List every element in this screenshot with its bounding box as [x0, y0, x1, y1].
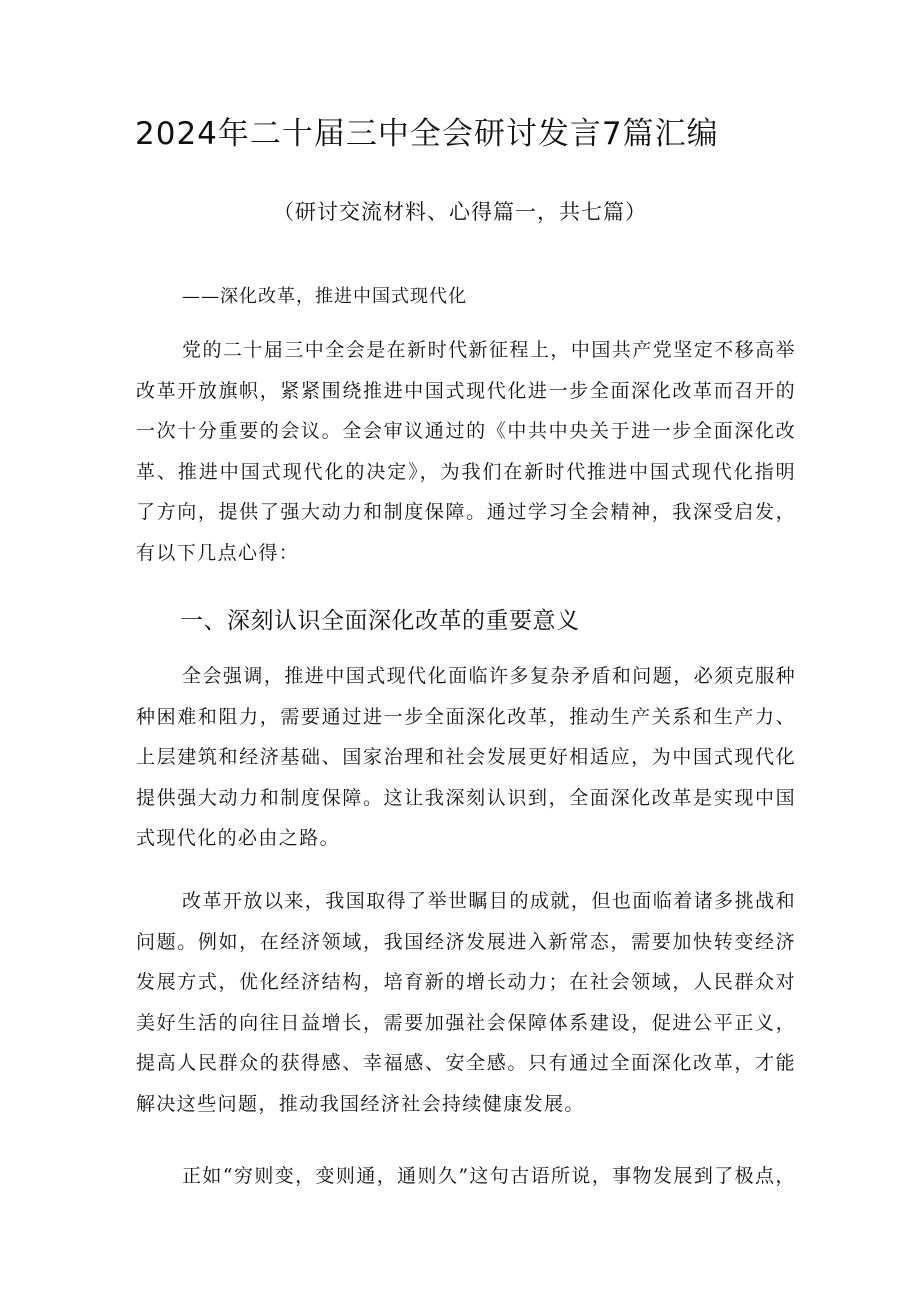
- theme-line: ——深化改革，推进中国式现代化: [182, 286, 467, 307]
- paragraph-intro: 党的二十届三中全会是在新时代新征程上，中国共产党坚定不移高举改革开放旗帜，紧紧围绕推进中国式现代化进一步全面深化改革而召开的一次十分重要的会议。全会审议通过的《中共中央关于进一步全面深化改革、推进中国式现代化的决定》，为我们在新时代推进中国式现代化指明了方向，提供了强大动力和制度保障。通过学习全会精神，我深受启发，有以下几点心得：: [136, 339, 796, 564]
- document-subtitle: （研讨交流材料、心得篇一，共七篇）: [273, 200, 647, 224]
- paragraph-body: 正如“穷则变，变则通，通则久”这句古语所说，事物发展到了极点，: [182, 1165, 796, 1187]
- document-title: 2024年二十届三中全会研讨发言7篇汇编: [135, 116, 719, 152]
- paragraph-body: 全会强调，推进中国式现代化面临许多复杂矛盾和问题，必须克服种种困难和阻力，需要通过进一步全面深化改革，推动生产关系和生产力、上层建筑和经济基础、国家治理和社会发展更好相适应，为中国式现代化提供强大动力和制度保障。这让我深刻认识到，全面深化改革是实现中国式现代化的必由之路。: [136, 665, 796, 850]
- paragraph-body: 改革开放以来，我国取得了举世瞩目的成就，但也面临着诸多挑战和问题。例如，在经济领域，我国经济发展进入新常态，需要加快转变经济发展方式，优化经济结构，培育新的增长动力；在社会领域，人民群众对美好生活的向往日益增长，需要加强社会保障体系建设，促进公平正义，提高人民群众的获得感、幸福感、安全感。只有通过全面深化改革，才能解决这些问题，推动我国经济社会持续健康发展。: [136, 890, 796, 1115]
- section-heading: 一、深刻认识全面深化改革的重要意义: [180, 608, 580, 634]
